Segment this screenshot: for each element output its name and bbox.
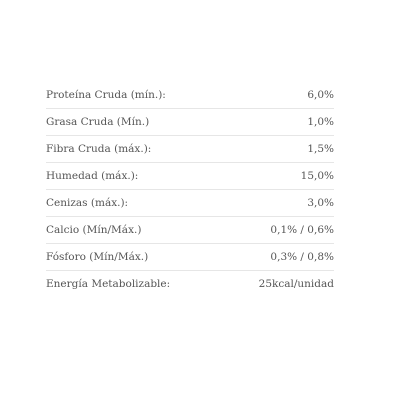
nutrient-value: 0,1% / 0,6%: [270, 224, 334, 236]
nutrient-label: Humedad (máx.):: [46, 170, 139, 182]
nutrient-label: Cenizas (máx.):: [46, 197, 129, 209]
table-row: [46, 270, 334, 297]
table-row: [46, 162, 334, 189]
table-row: [46, 135, 334, 162]
table-row: [46, 216, 334, 243]
nutrient-value: 25kcal/unidad: [258, 278, 334, 290]
nutrient-label: Calcio (Mín/Máx.): [46, 224, 142, 236]
nutrient-label: Fibra Cruda (máx.):: [46, 143, 152, 155]
nutrient-value: 0,3% / 0,8%: [270, 251, 334, 263]
nutrition-table: [46, 81, 334, 297]
nutrient-value: 1,0%: [307, 116, 334, 128]
nutrient-value: 1,5%: [307, 143, 334, 155]
table-row: [46, 81, 334, 108]
nutrient-value: 3,0%: [307, 197, 334, 209]
nutrient-label: Proteína Cruda (mín.):: [46, 88, 166, 101]
nutrient-label: Grasa Cruda (Mín.): [46, 116, 150, 128]
table-row: [46, 108, 334, 135]
nutrient-label: Energía Metabolizable:: [46, 278, 171, 290]
nutrient-value: 15,0%: [300, 170, 334, 182]
nutrient-label: Fósforo (Mín/Máx.): [46, 251, 149, 263]
nutrient-value: 6,0%: [307, 88, 334, 101]
table-row: [46, 189, 334, 216]
table-row: [46, 243, 334, 270]
